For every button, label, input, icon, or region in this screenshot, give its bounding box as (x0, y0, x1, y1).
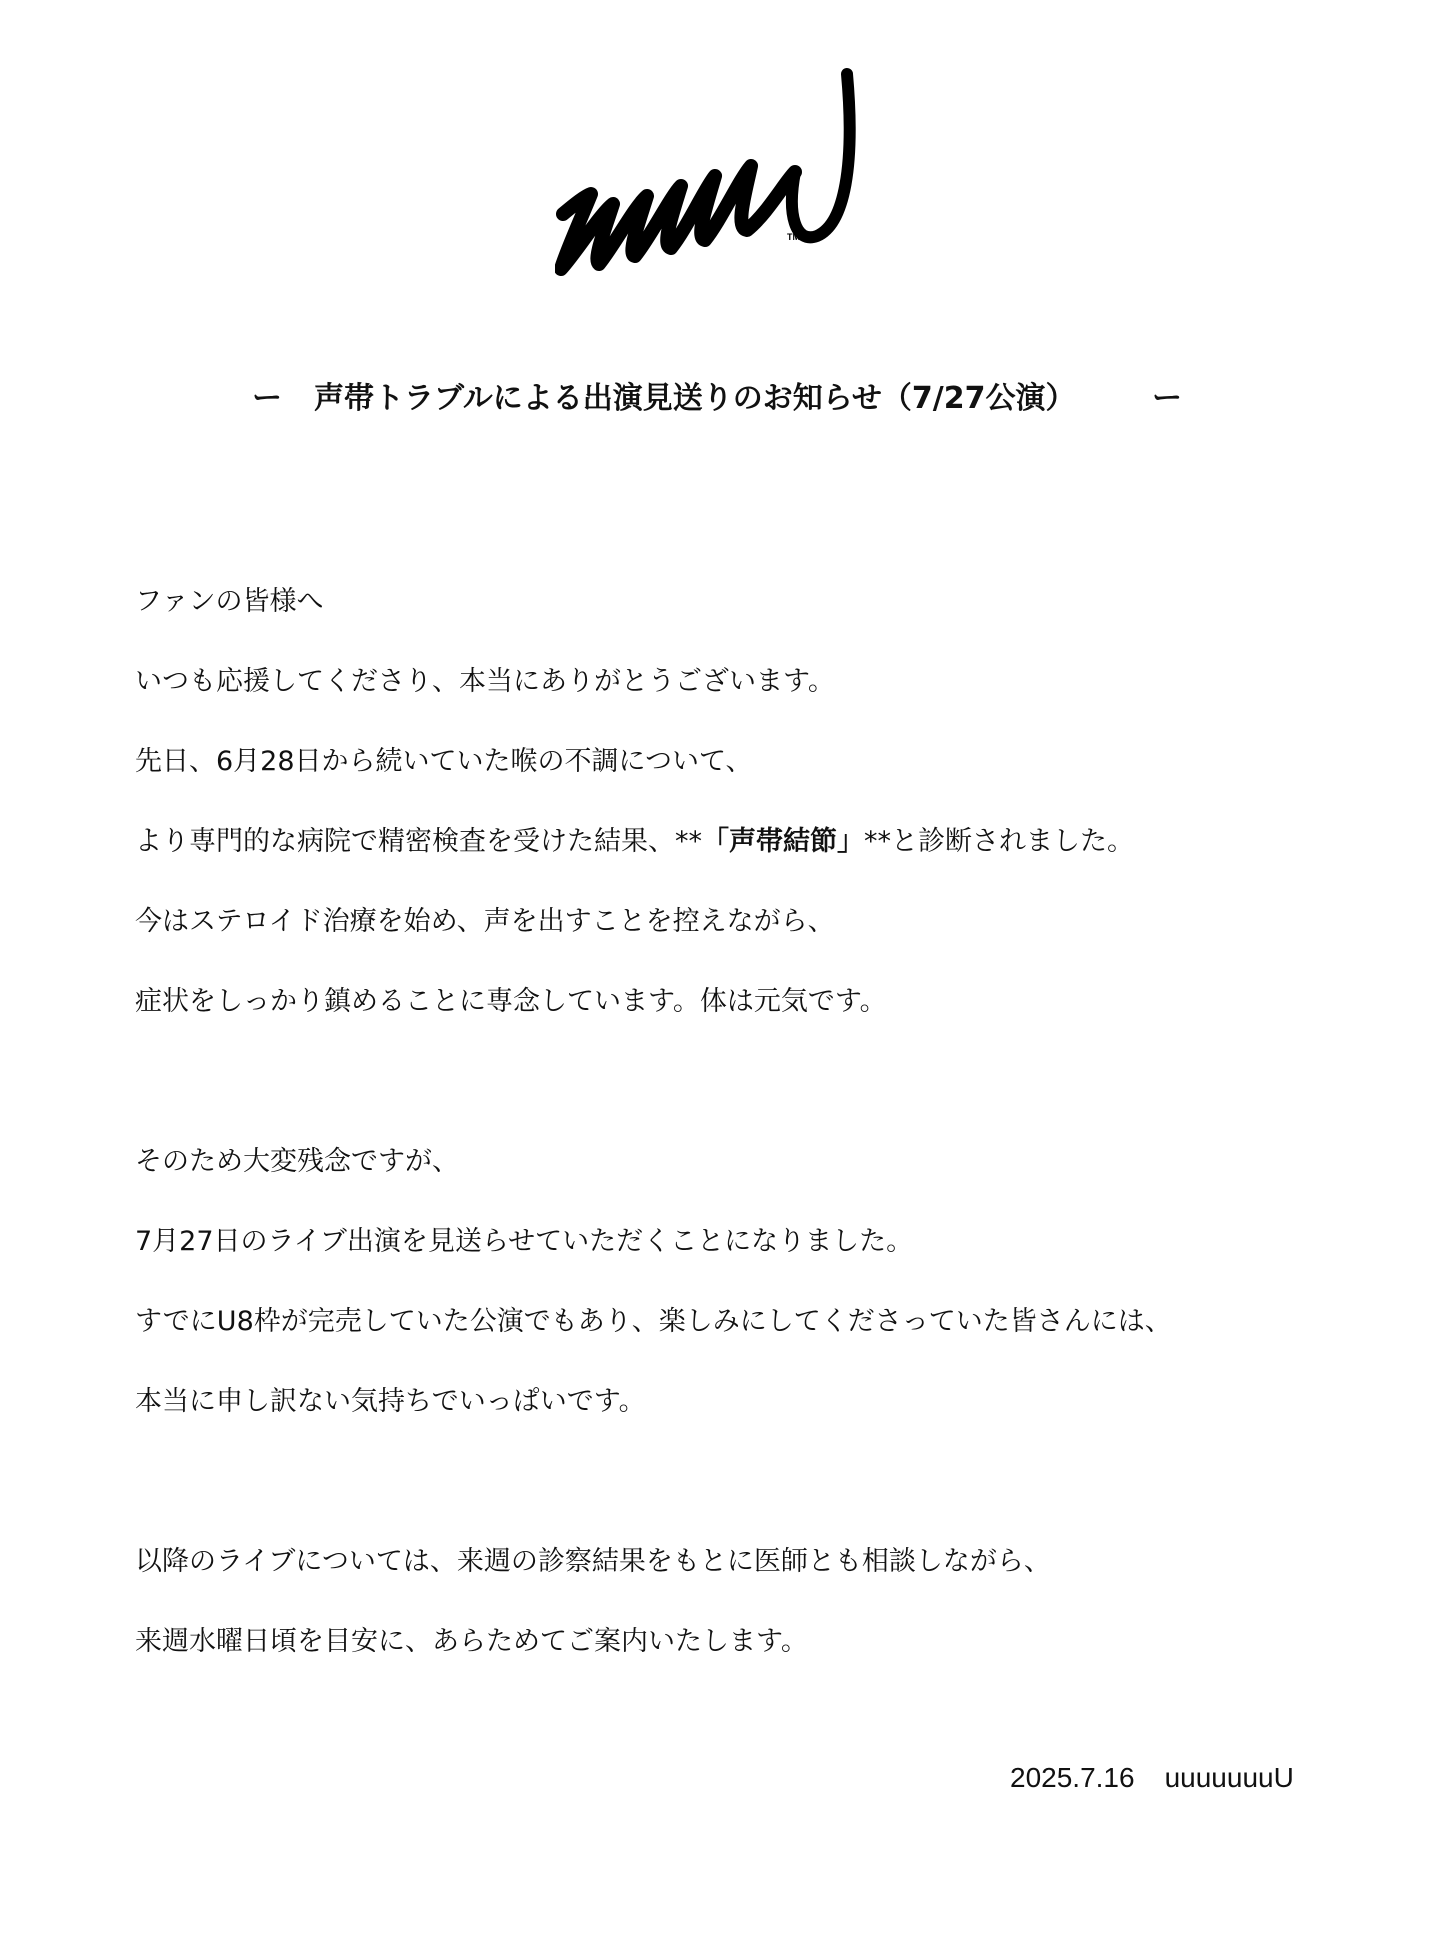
title-text: 声帯トラブルによる出演見送りのお知らせ（7/27公演） (314, 381, 1076, 416)
signature-name: uuuuuuuU (1164, 1762, 1294, 1793)
body-line: すでにU8枠が完売していた公演でもあり、楽しみにしてくださっていた皆さんには、 (135, 1306, 1172, 1337)
greeting-line: ファンの皆様へ (135, 586, 324, 617)
brand-logo-mark (555, 64, 885, 286)
brand-logo (555, 64, 885, 286)
body-line: 今はステロイド治療を始め、声を出すことを控えながら、 (135, 906, 835, 937)
signature (1010, 1758, 1294, 1798)
body-line: 先日、6月28日から続いていた喉の不調について、 (135, 746, 753, 777)
body-line: 本当に申し訳ない気持ちでいっぱいです。 (135, 1386, 646, 1417)
body-line: 症状をしっかり鎮めることに専念しています。体は元気です。 (135, 986, 887, 1017)
diagnosis-term: 「声帯結節」 (702, 826, 864, 857)
body-line: いつも応援してくださり、本当にありがとうございます。 (135, 666, 835, 697)
diagnosis-before: より専門的な病院で精密検査を受けた結果、** (135, 826, 702, 857)
body-line: 7月27日のライブ出演を見送らせていただくことになりました。 (135, 1226, 914, 1257)
diagnosis-after: **と診断されました。 (864, 826, 1134, 857)
body-line-diagnosis (135, 822, 1134, 862)
signature-date: 2025.7.16 (1010, 1762, 1135, 1793)
notice-title (0, 374, 1429, 424)
svg-text:TM: TM (787, 232, 800, 242)
body-line: 来週水曜日頃を目安に、あらためてご案内いたします。 (135, 1626, 808, 1657)
title-dash-right: ー (1152, 381, 1182, 416)
body-line: そのため大変残念ですが、 (135, 1146, 459, 1177)
title-dash-left: ー (252, 381, 282, 416)
body-line: 以降のライブについては、来週の診察結果をもとに医師とも相談しながら、 (135, 1546, 1051, 1577)
